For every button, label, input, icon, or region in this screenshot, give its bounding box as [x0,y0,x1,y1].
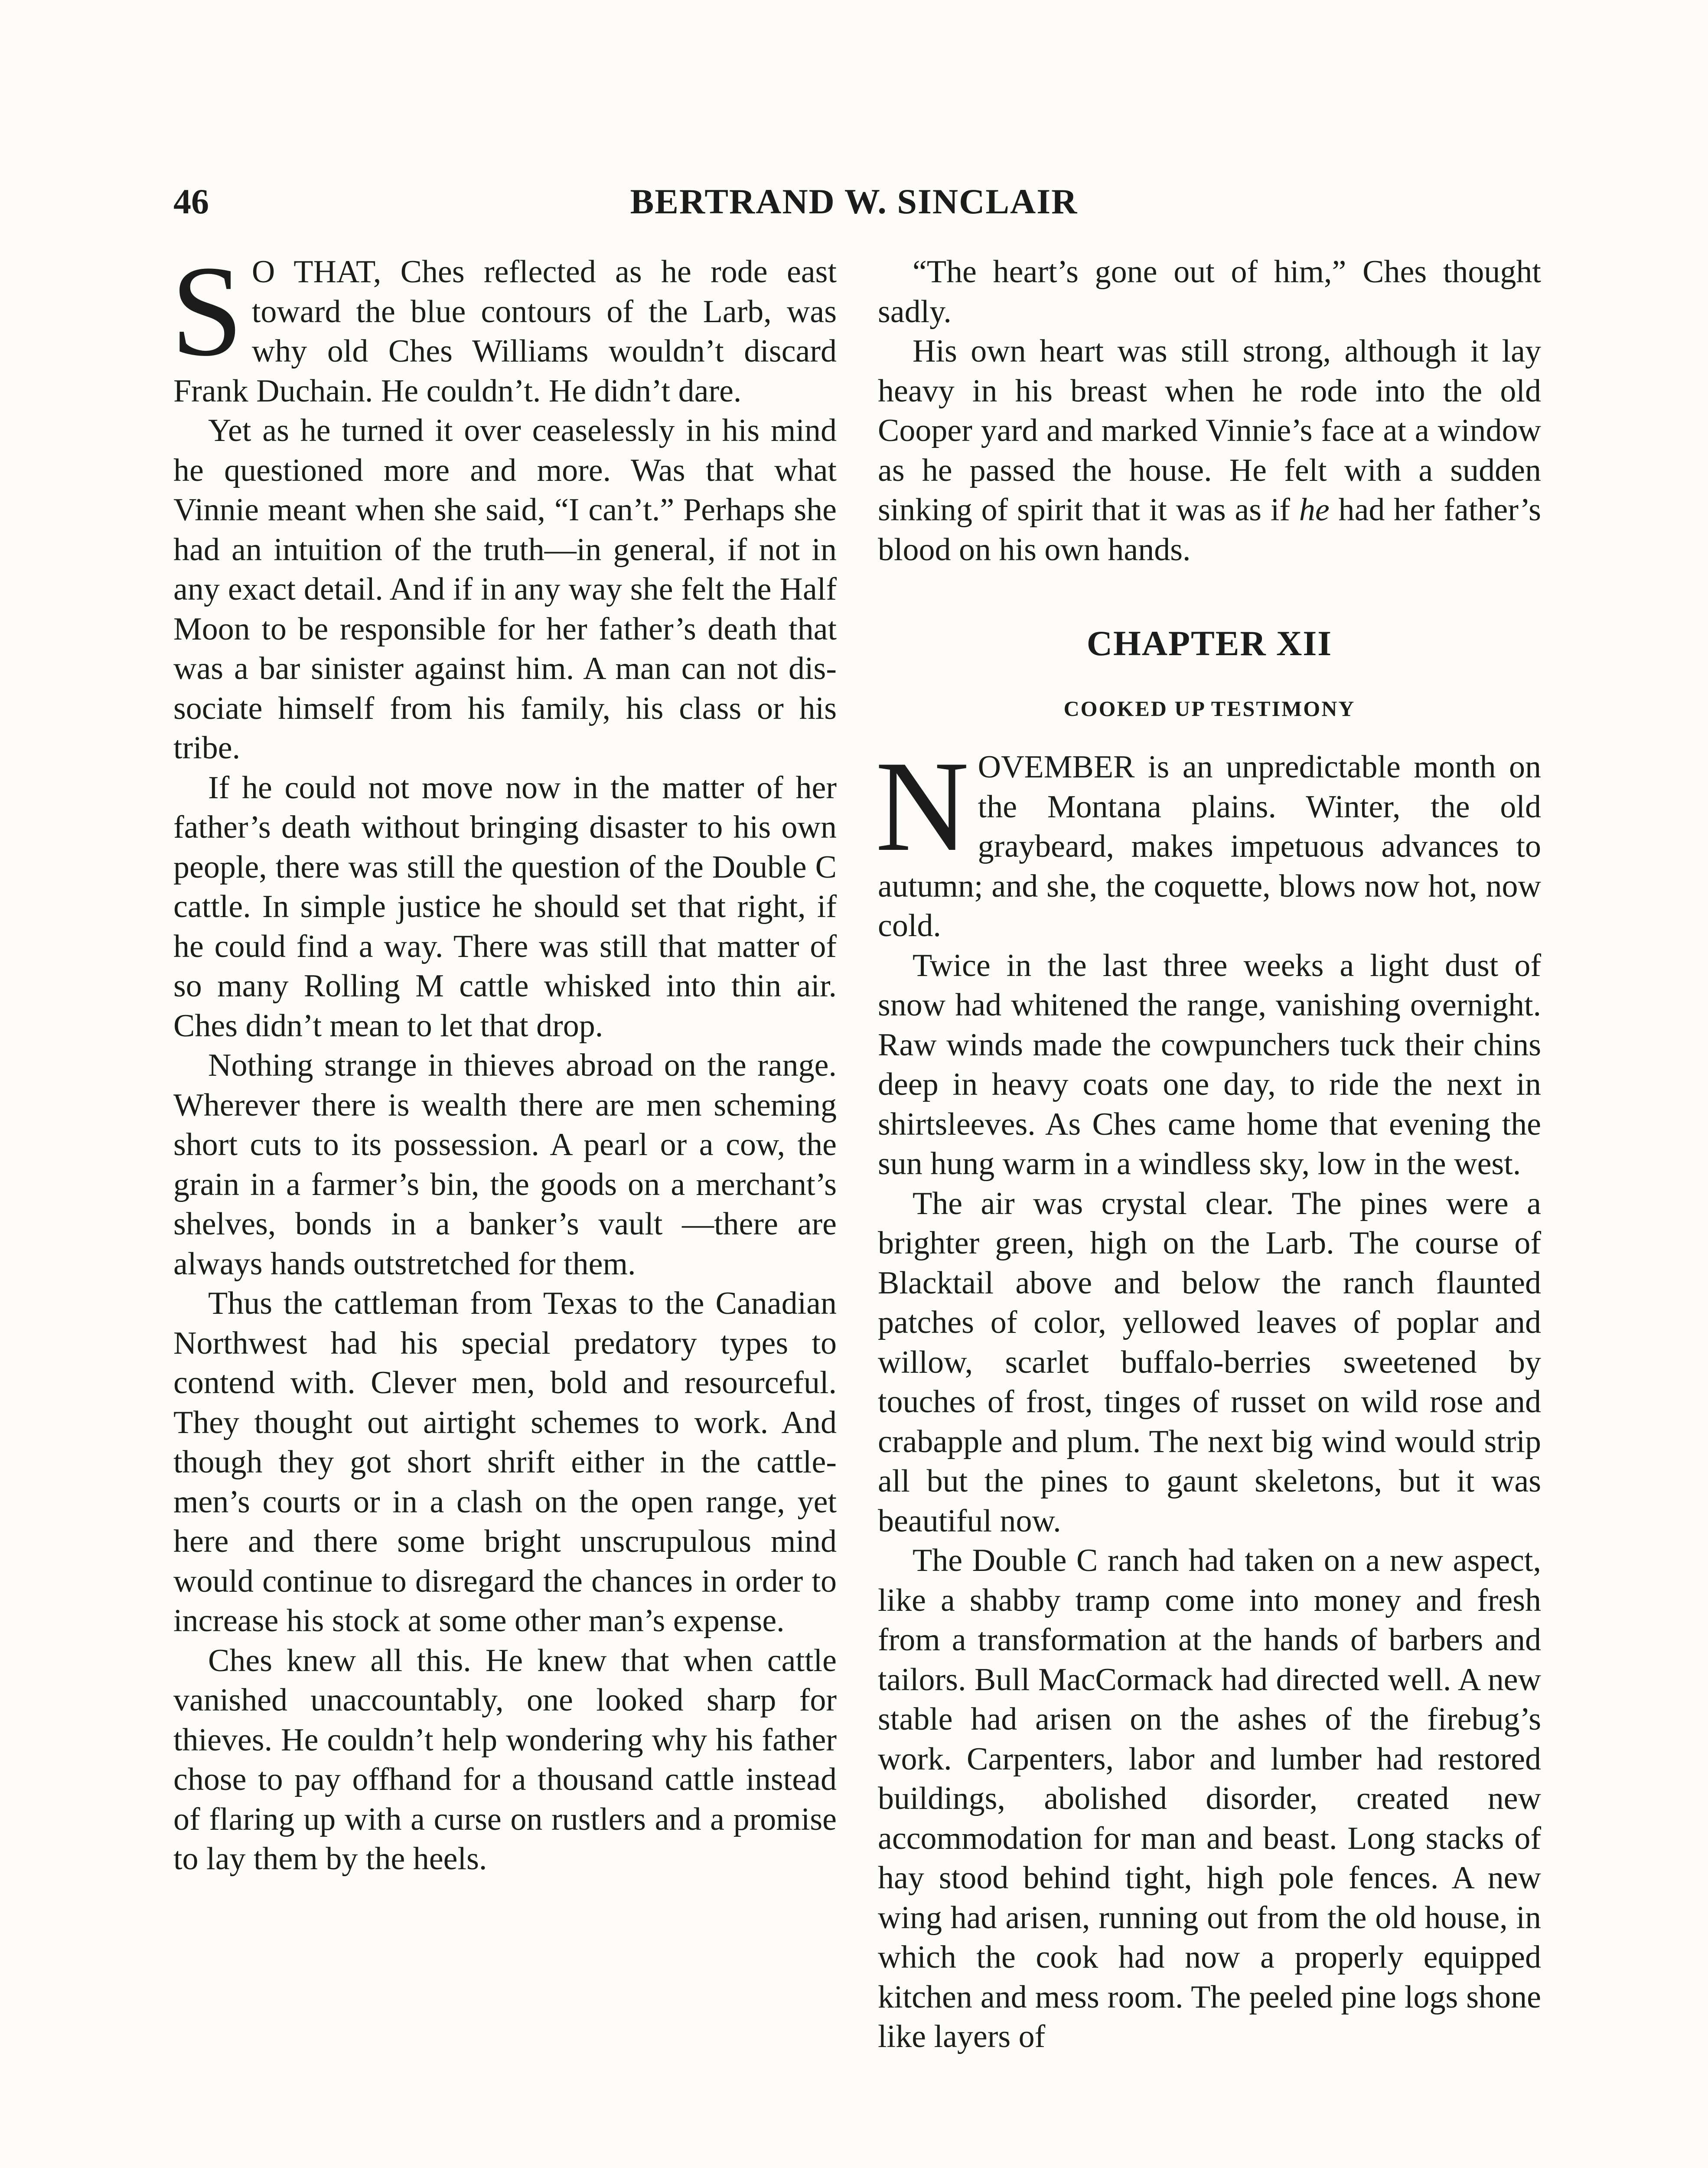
paragraph-text: His own heart was still strong, although it lay heavy in his breast when he rode into the old Cooper yard and marked Vinnie’s face at a window as he passed the house. He felt with a sudden sinking of spirit that it was as if [878,333,1541,528]
left-column [171,239,837,1879]
paragraph: Nothing strange in thieves abroad on the range. Wherever there is wealth there are men scheming short cuts to its possession. A pearl or a cow, the grain in a farmer’s bin, the goods on a merchant’s shelves, bonds in a banker’s vault —there are always hands outstretched for them. [173,1048,837,1282]
drop-cap: N [875,734,969,878]
running-head-author: BERTRAND W. SINCLAIR [630,182,1078,221]
page-number: 46 [173,182,209,221]
chapter-title: CHAPTER XII [1086,624,1333,663]
paragraph [875,734,1541,946]
right-column [875,252,1541,2057]
paragraph: The Double C ranch had taken on a new aspect, like a shabby tramp come into money and fresh from a transformation at the hands of barbers and tailors. Bull MacCormack had directed well. A new stable had arisen on the ashes of the firebug’s work. Carpenters, labor and lumber had restored buildings, abolished disorder, created new accommodation for man and beast. Long stacks of hay stood behind tight, high pole fences. A new wing had arisen, running out from the old house, in which the cook had now a properly equipped kitchen and mess room. The peeled pine logs shone like layers of [878,1543,1541,2054]
paragraph: Thus the cattleman from Texas to the Canadian Northwest had his special predatory types to contend with. Clever men, bold and resourceful. They thought out airtight schemes to work. And though they got short shrift either in the cattlemen’s courts or in a clash on the open range, yet here and there some bright unscrupulous mind would continue to disregard the chances in order to increase his stock at some other man’s expense. [173,1286,837,1639]
paragraph-text: O THAT, Ches reflected as he rode east toward the blue contours of the Larb, was why old Ches Williams wouldn’t discard Frank Duchain. He couldn’t. He didn’t dare. [173,254,837,409]
emphasis-text: he [1299,492,1330,528]
chapter-subtitle: COOKED UP TESTIMONY [1063,696,1356,721]
drop-cap: S [171,239,243,383]
paragraph-text: had her father’s blood on his own hands. [878,492,1541,568]
paragraph: Yet as he turned it over ceaselessly in his mind he questioned more and more. Was that what Vinnie meant when she said, “I can’t.” Perhaps she had an intuition of the truth—in general, if not in any exact detail. And if in any way she felt the Half Moon to be responsible for her father’s death that was a bar sinister against him. A man can not dissociate himself from his family, his class or his tribe. [173,413,837,766]
paragraph-text: OVEMBER is an unpredictable month on the Montana plains. Winter, the old graybeard, makes impetuous advances to autumn; and she, the coquette, blows now hot, now cold. [878,749,1541,944]
paragraph: The air was crystal clear. The pines were a brighter green, high on the Larb. The course of Blacktail above and below the ranch flaunted patches of color, yellowed leaves of poplar and willow, scarlet buffalo-berries sweetened by touches of frost, tinges of russet on wild rose and crabapple and plum. The next big wind would strip all but the pines to gaunt skeletons, but it was beautiful now. [878,1185,1541,1539]
running-head [173,173,1535,230]
paragraph: Twice in the last three weeks a light dust of snow had whitened the range, vanishing overnight. Raw winds made the cowpunchers tuck their chins deep in heavy coats one day, to ride the next in shirtsleeves. As Ches came home that evening the sun hung warm in a windless sky, low in the west. [878,947,1541,1182]
paragraph: If he could not move now in the matter of her father’s death without bringing disaster to his own people, there was still the question of the Double C cattle. In simple justice he should set that right, if he could find a way. There was still that matter of so many Rolling M cattle whisked into thin air. Ches didn’t mean to let that drop. [173,770,837,1044]
paragraph: “The heart’s gone out of him,” Ches thought sadly. [878,254,1541,330]
paragraph [878,332,1541,570]
paragraph [171,239,837,411]
paragraph: Ches knew all this. He knew that when cattle vanished unaccountably, one looked sharp for thieves. He couldn’t help wondering why his father chose to pay offhand for a thousand cattle instead of flaring up with a curse on rustlers and a promise to lay them by the heels. [173,1642,837,1877]
